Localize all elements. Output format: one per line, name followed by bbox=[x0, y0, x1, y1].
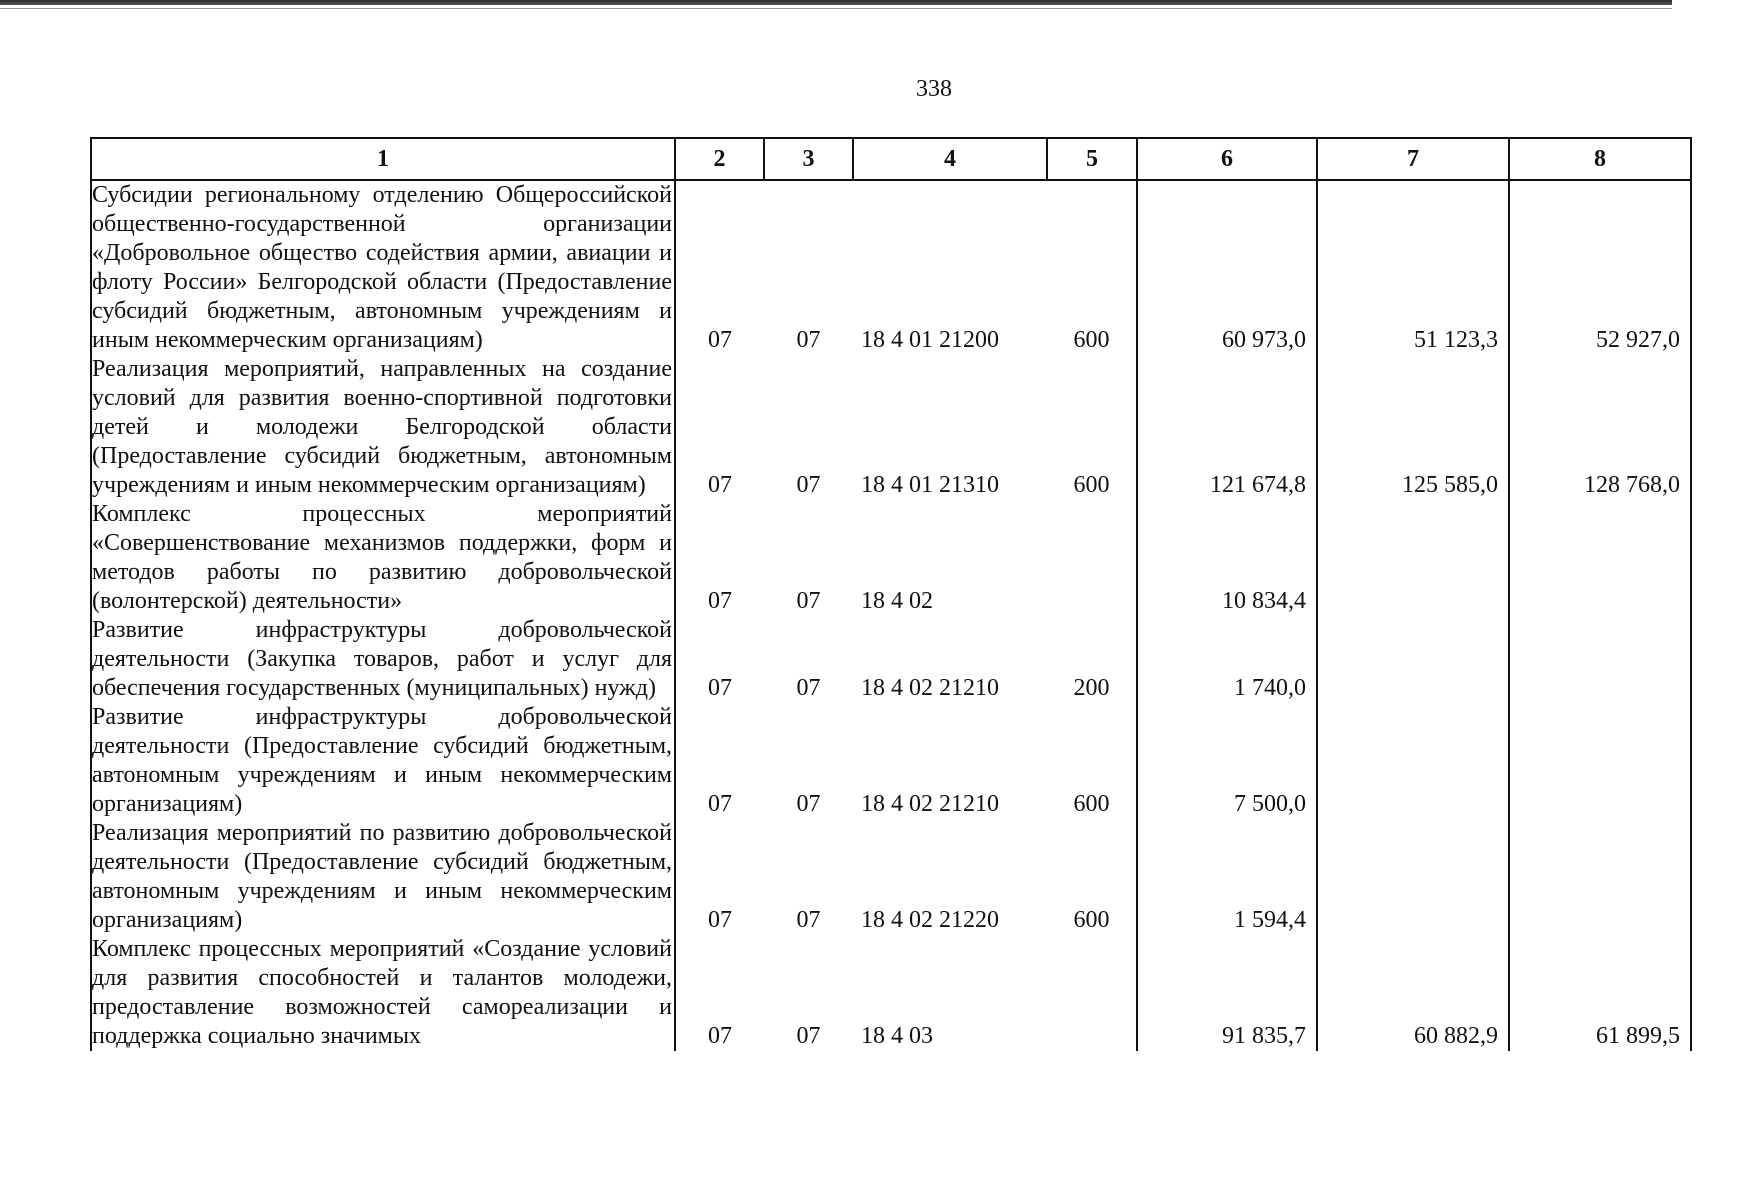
row-sum-col-6: 91 835,7 bbox=[1137, 935, 1317, 1051]
row-target-code: 18 4 03 bbox=[861, 1023, 933, 1049]
table-row bbox=[91, 616, 1691, 703]
row-sum-col-6: 1 740,0 bbox=[1137, 616, 1317, 703]
row-subsection: 07 bbox=[796, 327, 821, 353]
row-sum-col-8: 52 927,0 bbox=[1509, 180, 1691, 355]
row-sum-col-7 bbox=[1317, 819, 1509, 935]
row-name: Реализация мероприятий, направленных на создание условий для развития военно-спортивной подготовки детей и молодежи Белгородской области (Предоставление субсидий бюджетным, автономным учреждениям и иным некоммерческим организациям) bbox=[91, 355, 675, 500]
budget-table bbox=[90, 137, 1692, 1051]
header-col-8: 8 bbox=[1509, 138, 1691, 180]
row-expense-type: 600 bbox=[1073, 907, 1110, 933]
row-sum-col-6: 60 973,0 bbox=[1137, 180, 1317, 355]
row-name: Субсидии региональному отделению Общероссийской общественно-государственной организации «Добровольное общество содействия армии, авиации и флоту России» Белгородской области (Предоставление субсидий бюджетным, автономным учреждениям и иным некоммерческим организациям) bbox=[91, 180, 675, 355]
row-expense-type: 200 bbox=[1073, 675, 1110, 701]
row-section: 07 bbox=[708, 675, 732, 701]
row-sum-col-7 bbox=[1317, 703, 1509, 819]
row-sum-col-8 bbox=[1509, 616, 1691, 703]
row-section: 07 bbox=[708, 327, 732, 353]
row-expense-type bbox=[1047, 500, 1137, 616]
row-subsection: 07 bbox=[796, 791, 821, 817]
table-row bbox=[91, 703, 1691, 819]
row-sum-col-7: 51 123,3 bbox=[1317, 180, 1509, 355]
row-name: Комплекс процессных мероприятий «Создание условий для развития способностей и талантов молодежи, предоставление возможностей самореализации и поддержка социально значимых bbox=[91, 935, 675, 1051]
row-expense-type: 600 bbox=[1073, 327, 1110, 353]
row-name: Развитие инфраструктуры добровольческой деятельности (Закупка товаров, работ и услуг для обеспечения государственных (муниципальных) нужд) bbox=[91, 616, 675, 703]
row-name: Реализация мероприятий по развитию добровольческой деятельности (Предоставление субсидий бюджетным, автономным учреждениям и иным некоммерческим организациям) bbox=[91, 819, 675, 935]
row-subsection: 07 bbox=[796, 907, 821, 933]
row-subsection: 07 bbox=[796, 472, 821, 498]
header-col-4: 4 bbox=[853, 138, 1047, 180]
row-sum-col-8 bbox=[1509, 819, 1691, 935]
row-sum-col-6: 7 500,0 bbox=[1137, 703, 1317, 819]
header-col-2: 2 bbox=[675, 138, 764, 180]
table-row bbox=[91, 819, 1691, 935]
row-sum-col-8 bbox=[1509, 703, 1691, 819]
row-target-code: 18 4 01 21200 bbox=[861, 327, 999, 353]
row-name: Комплекс процессных мероприятий «Совершенствование механизмов поддержки, форм и методов работы по развитию добровольческой (волонтерской) деятельности» bbox=[91, 500, 675, 616]
row-expense-type: 600 bbox=[1073, 472, 1110, 498]
row-target-code: 18 4 02 21210 bbox=[861, 791, 999, 817]
row-name: Развитие инфраструктуры добровольческой деятельности (Предоставление субсидий бюджетным, автономным учреждениям и иным некоммерческим организациям) bbox=[91, 703, 675, 819]
row-target-code: 18 4 02 21220 bbox=[861, 907, 999, 933]
row-section: 07 bbox=[708, 791, 732, 817]
table-row bbox=[91, 935, 1691, 1051]
row-target-code: 18 4 01 21310 bbox=[861, 472, 999, 498]
page-number: 338 bbox=[916, 76, 952, 102]
row-sum-col-6: 121 674,8 bbox=[1137, 355, 1317, 500]
table-row bbox=[91, 180, 1691, 355]
row-sum-col-7: 60 882,9 bbox=[1317, 935, 1509, 1051]
row-sum-col-8 bbox=[1509, 500, 1691, 616]
row-expense-type bbox=[1047, 935, 1137, 1051]
row-sum-col-7 bbox=[1317, 616, 1509, 703]
header-col-1: 1 bbox=[91, 138, 675, 180]
row-sum-col-6: 1 594,4 bbox=[1137, 819, 1317, 935]
row-subsection: 07 bbox=[796, 588, 821, 614]
header-col-7: 7 bbox=[1317, 138, 1509, 180]
table-row bbox=[91, 355, 1691, 500]
row-subsection: 07 bbox=[796, 1023, 821, 1049]
row-sum-col-7 bbox=[1317, 500, 1509, 616]
table-row bbox=[91, 500, 1691, 616]
header-col-3: 3 bbox=[764, 138, 853, 180]
row-sum-col-8: 128 768,0 bbox=[1509, 355, 1691, 500]
header-col-5: 5 bbox=[1047, 138, 1137, 180]
top-thin-rule bbox=[0, 8, 1672, 9]
row-target-code: 18 4 02 bbox=[861, 588, 933, 614]
row-section: 07 bbox=[708, 907, 732, 933]
row-subsection: 07 bbox=[796, 675, 821, 701]
row-target-code: 18 4 02 21210 bbox=[861, 675, 999, 701]
row-section: 07 bbox=[708, 1023, 732, 1049]
row-expense-type: 600 bbox=[1073, 791, 1110, 817]
row-sum-col-8: 61 899,5 bbox=[1509, 935, 1691, 1051]
row-sum-col-6: 10 834,4 bbox=[1137, 500, 1317, 616]
row-section: 07 bbox=[708, 588, 732, 614]
table-header-row bbox=[91, 138, 1691, 180]
row-section: 07 bbox=[708, 472, 732, 498]
header-col-6: 6 bbox=[1137, 138, 1317, 180]
row-sum-col-7: 125 585,0 bbox=[1317, 355, 1509, 500]
top-scan-rule bbox=[0, 0, 1672, 5]
